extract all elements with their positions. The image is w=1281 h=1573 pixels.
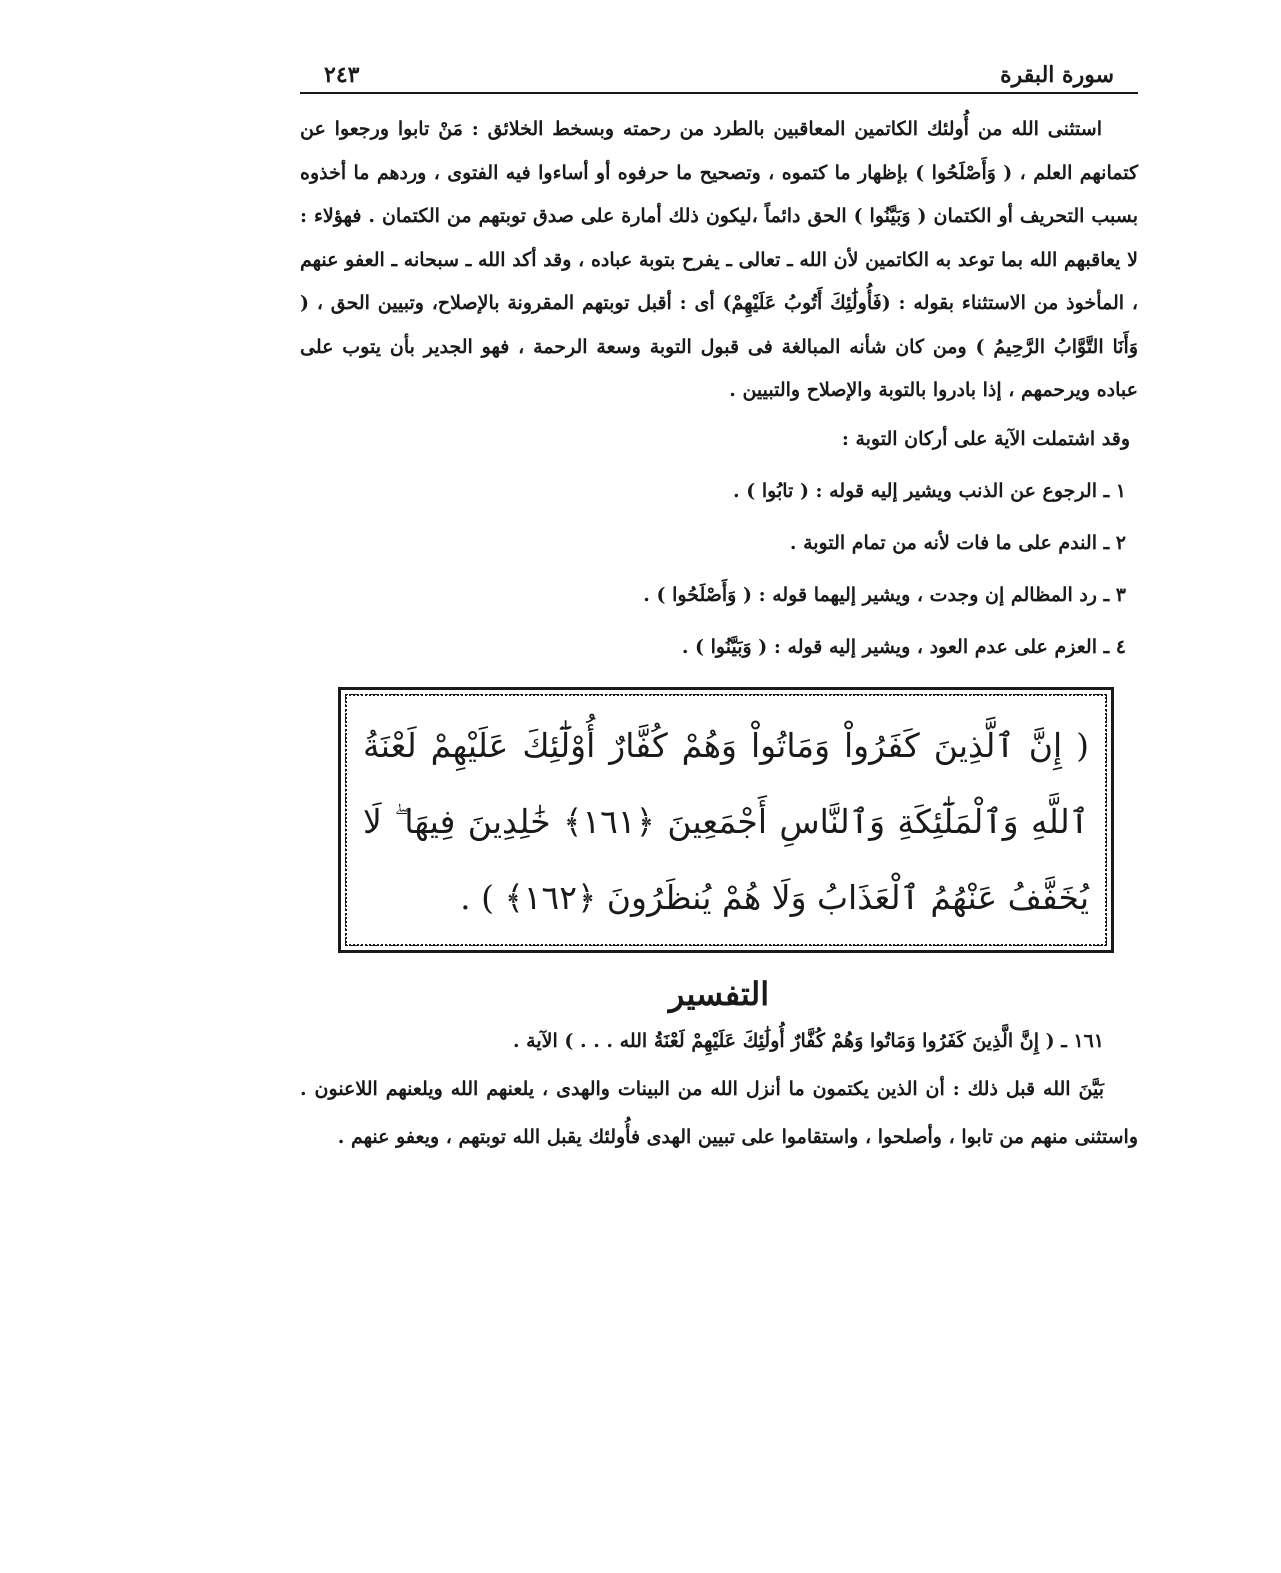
- section-title: التفسير: [668, 974, 770, 1013]
- verse-box: [338, 687, 1114, 953]
- list-item: ٤ ـ العزم على عدم العود ، ويشير إليه قوله : ( وَبَيَّنُوا ) .: [681, 635, 1126, 658]
- paragraph-repentance: استثنى الله من أُولئك الكاتمين المعاقبين بالطرد من رحمته وبسخط الخلائق : مَنْ تابوا ورجعوا عن كتمانهم العلم ، ( وَأَصْلَحُوا ) بإظهار ما كتموه ، وتصحيح ما حرفوه أو أساءوا فيه الفتوى ، وردهم ما أخذوه بسبب التحريف أو الكتمان ( وَبَيَّنُوا ) الحق دائماً ،ليكون ذلك أمارة على صدق توبتهم من الكتمان . فهؤلاء : لا يعاقبهم الله بما توعد به الكاتمين لأن الله ـ تعالى ـ يفرح بتوبة عباده ، وقد أكد الله ـ سبحانه ـ العفو عنهم ، المأخوذ من الاستثناء بقوله : (فَأُولَٰئِكَ أَتُوبُ عَلَيْهِمْ) أى : أقبل توبتهم المقرونة بالإصلاح، وتبيين الحق ، ( وَأَنَا التَّوَّابُ الرَّحِيمُ ) ومن كان شأنه المبالغة فى قبول التوبة وسعة الرحمة ، فهو الجدير بأن يتوب على عباده ويرحمهم ، إذا بادروا بالتوبة والإصلاح والتبيين .: [300, 118, 1138, 401]
- list-item: ٢ ـ الندم على ما فات لأنه من تمام التوبة .: [789, 531, 1126, 554]
- page-number: ٢٤٣: [324, 62, 360, 88]
- list-item: ٣ ـ رد المظالم إن وجدت ، ويشير إليهما قوله : ( وَأَصْلَحُوا ) .: [643, 583, 1126, 606]
- book-page: [300, 50, 1138, 1161]
- list-item: ١ ـ الرجوع عن الذنب ويشير إليه قوله : ( تابُوا ) .: [733, 479, 1126, 502]
- quran-verse: ( إِنَّ ٱلَّذِينَ كَفَرُواْ وَمَاتُواْ وَهُمْ كُفَّارٌ أُوْلَٰٓئِكَ عَلَيْهِمْ لَعْنَةُ ٱللَّهِ وَٱلْمَلَٰٓئِكَةِ وَٱلنَّاسِ أَجْمَعِينَ ﴿١٦١﴾ خَٰلِدِينَ فِيهَا ۖ لَا يُخَفَّفُ عَنْهُمُ ٱلْعَذَابُ وَلَا هُمْ يُنظَرُونَ ﴿١٦٢﴾ ) .: [363, 725, 1090, 917]
- commentary-text: بَيَّنَ الله قبل ذلك : أن الذين يكتمون ما أنزل الله من البينات والهدى ، يلعنهم الله ويلعنهم اللاعنون . واستثنى منهم من تابوا ، وأصلحوا ، واستقاموا على تبيين الهدى فأُولئك يقبل الله توبتهم ، ويعفو عنهم .: [300, 1077, 1138, 1148]
- surah-title: سورة البقرة: [1000, 62, 1114, 88]
- pillars-intro: وقد اشتملت الآية على أركان التوبة :: [841, 427, 1130, 450]
- pillars-list: [300, 465, 1138, 673]
- main-text: [300, 108, 1138, 413]
- page-header: [300, 50, 1138, 94]
- commentary-heading: ١٦١ ـ ( إِنَّ الَّذِينَ كَفَرُوا وَمَاتُوا وَهُمْ كُفَّارٌ أُولَٰئِكَ عَلَيْهِمْ لَعْنَةُ الله . . . ) الآية .: [512, 1029, 1104, 1052]
